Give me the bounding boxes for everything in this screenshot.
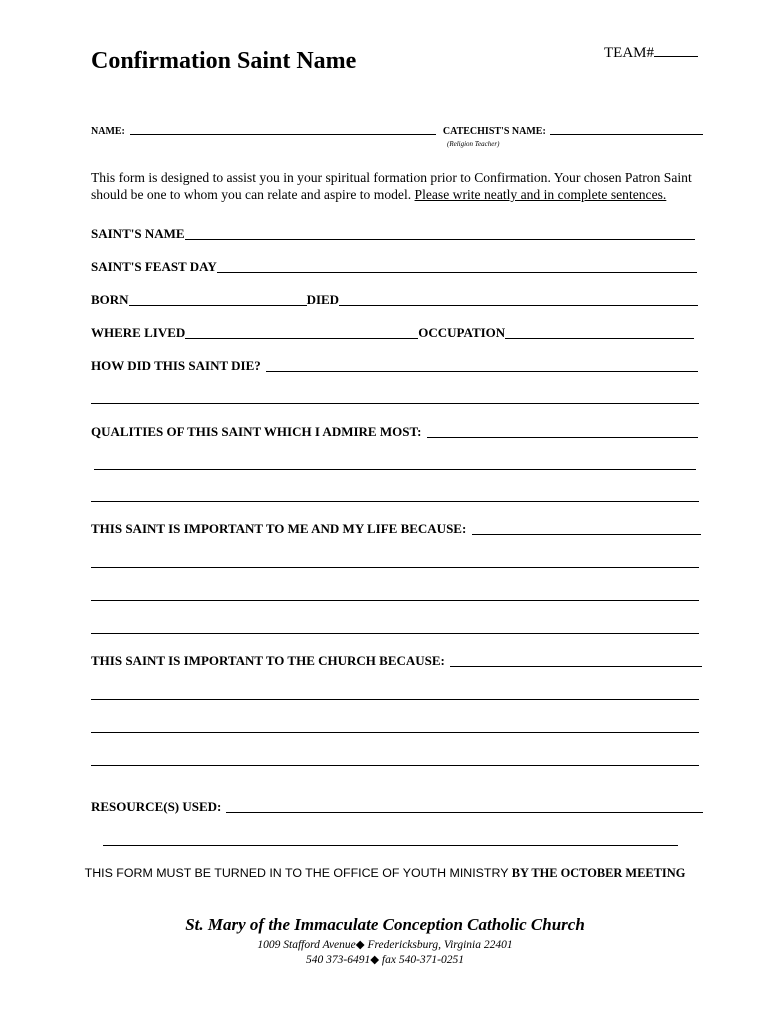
occupation-field[interactable] — [505, 337, 694, 339]
religion-teacher-note: (Religion Teacher) — [447, 140, 500, 148]
deadline-notice — [0, 866, 770, 881]
resources-row — [91, 799, 703, 815]
where-lived-row — [91, 325, 694, 341]
feast-day-field[interactable] — [217, 271, 697, 273]
page-title: Confirmation Saint Name — [91, 48, 357, 74]
where-lived-field[interactable] — [185, 337, 418, 339]
name-catechist-row — [91, 126, 703, 137]
important-church-line-4[interactable] — [91, 765, 699, 766]
name-field[interactable] — [130, 133, 436, 135]
catechist-field[interactable] — [550, 133, 703, 135]
qualities-label: QUALITIES OF THIS SAINT WHICH I ADMIRE MOST: — [91, 424, 422, 439]
important-me-row — [91, 521, 701, 537]
team-number — [604, 45, 698, 62]
qualities-line-3[interactable] — [91, 501, 699, 502]
died-field[interactable] — [339, 304, 698, 306]
important-me-line-3[interactable] — [91, 600, 699, 601]
important-me-label: THIS SAINT IS IMPORTANT TO ME AND MY LIFE BECAUSE: — [91, 521, 467, 536]
occupation-label: OCCUPATION — [418, 325, 506, 340]
important-me-line-4[interactable] — [91, 633, 699, 634]
important-church-field[interactable] — [450, 665, 702, 667]
qualities-field[interactable] — [427, 436, 699, 438]
intro-emphasis: Please write neatly and in complete sentences. — [414, 187, 667, 202]
qualities-row — [91, 424, 698, 440]
important-me-field[interactable] — [472, 533, 701, 535]
feast-day-row — [91, 259, 697, 275]
team-label: TEAM# — [604, 45, 654, 61]
died-label: DIED — [306, 292, 340, 307]
name-label: NAME: — [91, 126, 125, 137]
church-name: St. Mary of the Immaculate Conception Catholic Church — [185, 915, 585, 934]
saints-name-label: SAINT'S NAME — [91, 226, 185, 241]
team-input[interactable] — [654, 56, 698, 57]
saints-name-field[interactable] — [185, 238, 695, 240]
saints-name-row — [91, 226, 695, 242]
important-church-line-3[interactable] — [91, 732, 699, 733]
qualities-line-2[interactable] — [94, 469, 696, 470]
deadline-text: THIS FORM MUST BE TURNED IN TO THE OFFICE OF YOUTH MINISTRY — [84, 866, 512, 880]
born-label: BORN — [91, 292, 129, 307]
how-died-row — [91, 358, 698, 374]
resources-field[interactable] — [226, 811, 703, 813]
how-died-label: HOW DID THIS SAINT DIE? — [91, 358, 261, 373]
born-died-row — [91, 292, 698, 308]
intro-paragraph — [91, 169, 721, 203]
how-died-field[interactable] — [266, 370, 698, 372]
important-church-label: THIS SAINT IS IMPORTANT TO THE CHURCH BECAUSE: — [91, 653, 445, 668]
catechist-label: CATECHIST'S NAME: — [442, 126, 546, 137]
resources-line-2[interactable] — [103, 845, 678, 846]
church-phone-fax: 540 373-6491◆ fax 540-371-0251 — [305, 954, 464, 966]
deadline-emphasis: BY THE OCTOBER MEETING — [511, 866, 686, 880]
important-church-line-2[interactable] — [91, 699, 699, 700]
how-died-line-2[interactable] — [91, 403, 699, 404]
resources-label: RESOURCE(S) USED: — [91, 799, 222, 814]
important-church-row — [91, 653, 702, 669]
where-lived-label: WHERE LIVED — [91, 325, 186, 340]
feast-day-label: SAINT'S FEAST DAY — [91, 259, 217, 274]
intro-text: This form is designed to assist you in your spiritual formation prior to Confirmation. Your chosen Patron Saint should be one to whom you can relate and aspire to model. — [91, 170, 692, 202]
important-me-line-2[interactable] — [91, 567, 699, 568]
born-field[interactable] — [129, 304, 307, 306]
church-address: 1009 Stafford Avenue◆ Fredericksburg, Virginia 22401 — [257, 939, 513, 951]
